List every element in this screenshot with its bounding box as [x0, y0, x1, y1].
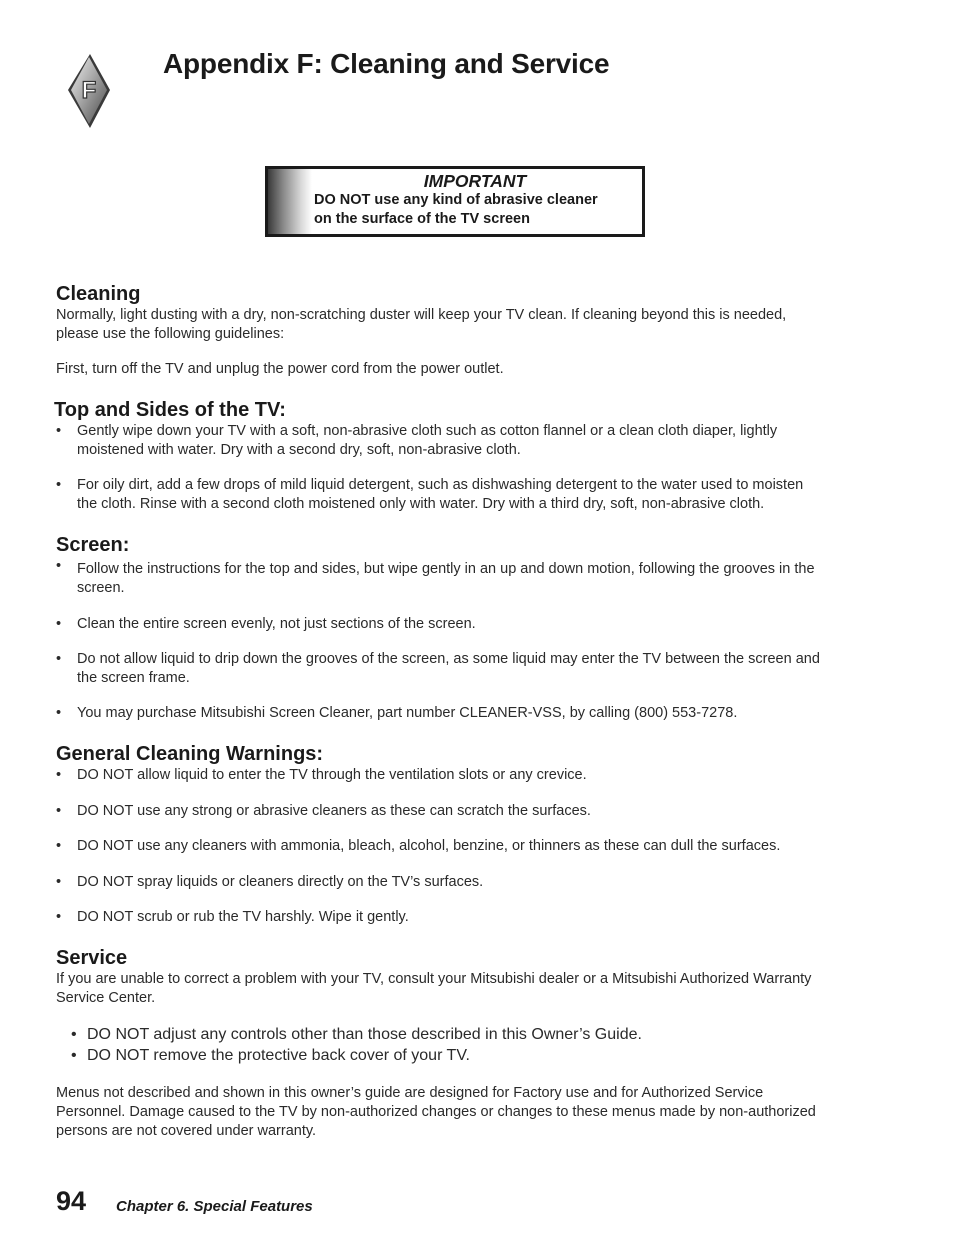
bullet: • — [56, 423, 62, 439]
list-item-line: DO NOT adjust any controls other than those described in this Owner’s Guide. — [87, 1026, 642, 1043]
bullet: • — [56, 803, 62, 819]
important-callout — [265, 166, 645, 237]
paragraph-line: persons are not covered under warranty. — [56, 1123, 317, 1139]
bullet: • — [56, 909, 62, 925]
paragraph-line: If you are unable to correct a problem with your TV, consult your Mitsubishi dealer or a Mitsubishi Authorized Warranty — [56, 971, 812, 987]
bullet: • — [56, 558, 62, 574]
callout-title: IMPORTANT — [423, 171, 527, 191]
list-item-line: moistened with water. Dry with a second dry, soft, non-abrasive cloth. — [77, 442, 521, 458]
list-item-line: DO NOT scrub or rub the TV harshly. Wipe it gently. — [77, 909, 409, 925]
list-item-line: DO NOT use any strong or abrasive cleaners as these can scratch the surfaces. — [77, 803, 591, 819]
list-item-line: Clean the entire screen evenly, not just sections of the screen. — [77, 616, 476, 632]
list-item-line: Follow the instructions for the top and sides, but wipe gently in an up and down motion, following the grooves in the — [77, 561, 815, 577]
section-heading-warnings: General Cleaning Warnings: — [56, 743, 324, 765]
section-heading-cleaning: Cleaning — [56, 283, 141, 305]
list-item-line: the cloth. Rinse with a second cloth moistened only with water. Dry with a third dry, soft, non-abrasive cloth. — [77, 496, 765, 512]
page-number: 94 — [56, 1186, 87, 1216]
callout-line: DO NOT use any kind of abrasive cleaner — [314, 192, 598, 208]
list-item-line: screen. — [77, 580, 125, 596]
callout-line: on the surface of the TV screen — [314, 211, 530, 227]
list-item-line: Do not allow liquid to drip down the grooves of the screen, as some liquid may enter the TV between the screen and — [77, 651, 820, 667]
paragraph-line: Service Center. — [56, 990, 156, 1006]
list-item-line: DO NOT remove the protective back cover of your TV. — [87, 1047, 470, 1064]
chapter-label: Chapter 6. Special Features — [116, 1198, 313, 1215]
list-item-line: DO NOT spray liquids or cleaners directly on the TV’s surfaces. — [77, 874, 484, 890]
bullet: • — [56, 874, 62, 890]
appendix-badge — [64, 52, 114, 130]
bullet: • — [71, 1026, 77, 1043]
section-heading-service: Service — [56, 947, 128, 969]
bullet: • — [56, 477, 62, 493]
callout-body — [314, 191, 634, 229]
paragraph-line: please use the following guidelines: — [56, 326, 285, 342]
list-item-line: You may purchase Mitsubishi Screen Cleaner, part number CLEANER-VSS, by calling (800) 553-7278. — [77, 705, 738, 721]
bullet: • — [56, 705, 62, 721]
badge-letter: F — [81, 77, 97, 104]
list-item-line: For oily dirt, add a few drops of mild liquid detergent, such as dishwashing detergent to the water used to moisten — [77, 477, 804, 493]
bullet: • — [56, 767, 62, 783]
list-item-line: DO NOT use any cleaners with ammonia, bleach, alcohol, benzine, or thinners as these can dull the surfaces. — [77, 838, 781, 854]
paragraph-line: Personnel. Damage caused to the TV by non-authorized changes or changes to these menus made by non-authorized — [56, 1104, 816, 1120]
section-heading-screen: Screen: — [56, 534, 130, 556]
bullet: • — [56, 616, 62, 632]
list-item-line: Gently wipe down your TV with a soft, non-abrasive cloth such as cotton flannel or a clean cloth diaper, lightly — [77, 423, 778, 439]
paragraph-line: Menus not described and shown in this owner’s guide are designed for Factory use and for Authorized Service — [56, 1085, 764, 1101]
list-item-line: DO NOT allow liquid to enter the TV through the ventilation slots or any crevice. — [77, 767, 587, 783]
page-title: Appendix F: Cleaning and Service — [163, 48, 610, 79]
bullet: • — [56, 651, 62, 667]
list-item-line: the screen frame. — [77, 670, 190, 686]
paragraph-line: Normally, light dusting with a dry, non-scratching duster will keep your TV clean. If cleaning beyond this is needed, — [56, 307, 787, 323]
bullet: • — [56, 838, 62, 854]
bullet: • — [71, 1047, 77, 1064]
paragraph-line: First, turn off the TV and unplug the power cord from the power outlet. — [56, 361, 504, 377]
section-heading-top-sides: Top and Sides of the TV: — [54, 399, 286, 421]
